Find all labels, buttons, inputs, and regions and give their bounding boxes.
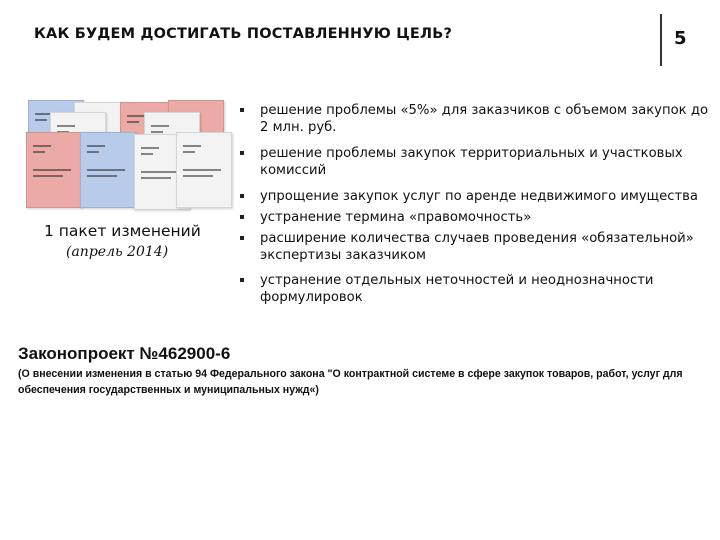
document-thumbnail [80, 132, 136, 208]
document-thumbnail [26, 132, 82, 208]
bill-description: (О внесении изменения в статью 94 Федерального закона "О контрактной системе в сфере закупок товаров, работ, услуг для обеспечения государственных и муниципальных нужд«) [18, 368, 683, 396]
list-item: решение проблемы «5%» для заказчиков с объемом закупок до 2 млн. руб. [238, 102, 716, 136]
bill-number: Законопроект №462900-6 [18, 344, 231, 363]
measures-list [238, 102, 716, 306]
slide-title: КАК БУДЕМ ДОСТИГАТЬ ПОСТАВЛЕННУЮ ЦЕЛЬ? [34, 26, 453, 42]
documents-collage [22, 98, 232, 218]
package-caption: 1 пакет изменений [44, 222, 201, 240]
document-thumbnail [176, 132, 232, 208]
list-item: упрощение закупок услуг по аренде недвижимого имущества [238, 188, 716, 205]
title-divider [660, 14, 662, 66]
list-item: решение проблемы закупок территориальных и участковых комиссий [238, 145, 716, 179]
package-date: (апрель 2014) [66, 244, 169, 260]
list-item: устранение термина «правомочность» [238, 209, 716, 226]
list-item: расширение количества случаев проведения «обязательной» экспертизы заказчиком [238, 230, 716, 264]
page-number: 5 [674, 28, 687, 49]
list-item: устранение отдельных неточностей и неоднозначности формулировок [238, 272, 716, 306]
